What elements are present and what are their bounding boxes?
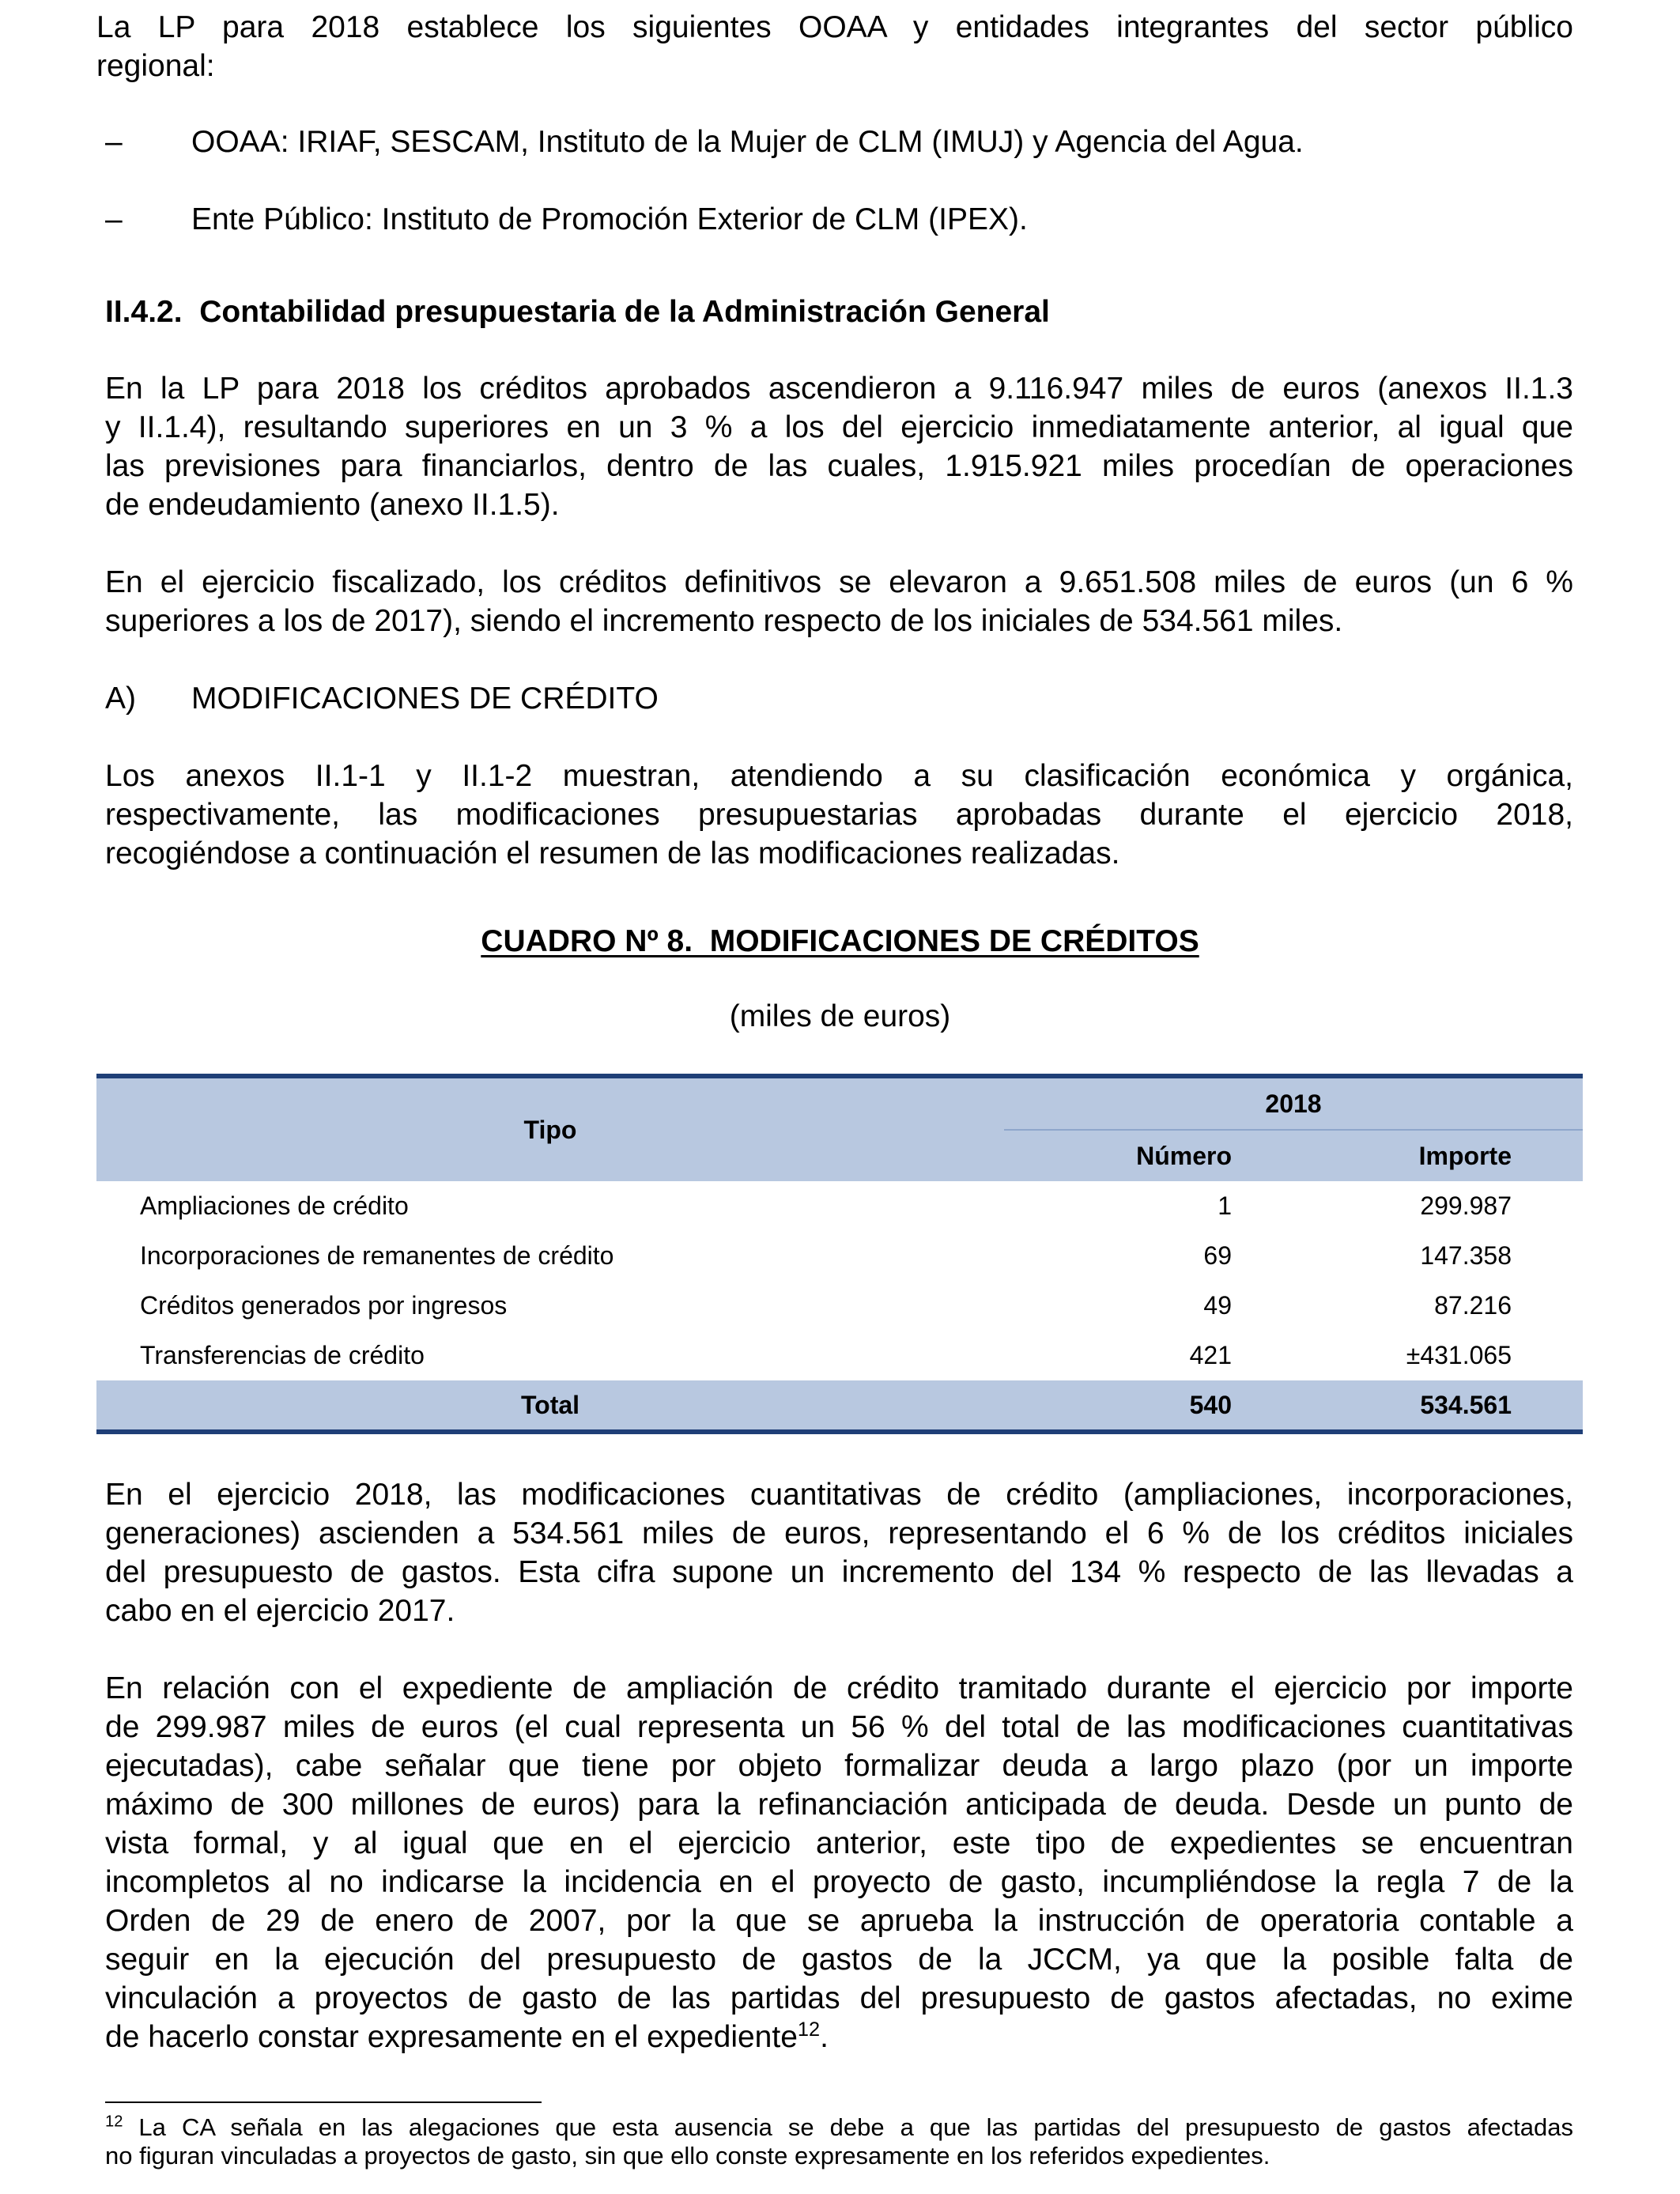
para3-line-3: recogiéndose a continuación el resumen de las modificaciones realizadas.	[105, 836, 1120, 870]
intro-line-1: La LP para 2018 establece los siguientes OOAA y entidades integrantes del sector público	[96, 10, 1573, 44]
section-heading: II.4.2. Contabilidad presupuestaria de la Administración General	[105, 295, 1050, 329]
para4-line-4: cabo en el ejercicio 2017.	[105, 1594, 455, 1628]
subsection-title: MODIFICACIONES DE CRÉDITO	[191, 682, 659, 716]
total-numero: 540	[1004, 1380, 1246, 1429]
footnote-line-1-text: La CA señala en las alegaciones que esta ausencia se debe a que las partidas del presupuesto de gastos afectadas	[123, 2113, 1573, 2141]
para5-line-4: máximo de 300 millones de euros) para la refinanciación anticipada de deuda. Desde un punto de	[105, 1788, 1573, 1822]
bullet-dash-1: –	[105, 125, 123, 159]
row-tipo: Incorporaciones de remanentes de crédito	[140, 1241, 614, 1270]
row-numero: 69	[1203, 1241, 1232, 1270]
para5-line-1: En relación con el expediente de ampliación de crédito tramitado durante el ejercicio por importe	[105, 1671, 1573, 1705]
row-tipo: Transferencias de crédito	[140, 1341, 425, 1369]
para4-line-2: generaciones) ascienden a 534.561 miles de euros, representando el 6 % de los créditos iniciales	[105, 1516, 1573, 1550]
para1-line-2: y II.1.4), resultando superiores en un 3 % a los del ejercicio inmediatamente anterior, al igual que	[105, 410, 1573, 444]
para1-line-4: de endeudamiento (anexo II.1.5).	[105, 488, 560, 522]
table-bottom-rule	[96, 1429, 1583, 1434]
table-subtitle: (miles de euros)	[729, 999, 951, 1033]
header-importe: Importe	[1246, 1130, 1583, 1181]
para1-line-1: En la LP para 2018 los créditos aprobados ascendieron a 9.116.947 miles de euros (anexos II.1.3	[105, 372, 1573, 406]
footnote-separator	[105, 2101, 542, 2103]
bullet-dash-2: –	[105, 202, 123, 236]
row-numero: 421	[1189, 1341, 1232, 1369]
table-row	[96, 1331, 1583, 1380]
table-row	[96, 1231, 1583, 1281]
para5-line-10	[105, 2018, 829, 2056]
para5-line-10-text: de hacerlo constar expresamente en el expediente	[105, 2020, 798, 2054]
footnote-line-1	[105, 2113, 1573, 2142]
para2-line-2: superiores a los de 2017), siendo el incremento respecto de los iniciales de 534.561 miles.	[105, 604, 1343, 638]
header-year: 2018	[1004, 1078, 1583, 1130]
header-tipo: Tipo	[96, 1078, 1004, 1181]
bullet-item-1: OOAA: IRIAF, SESCAM, Instituto de la Mujer de CLM (IMUJ) y Agencia del Agua.	[191, 125, 1304, 159]
para5-line-8: seguir en la ejecución del presupuesto de gastos de la JCCM, ya que la posible falta de	[105, 1943, 1573, 1977]
intro-line-2: regional:	[96, 49, 215, 83]
row-importe: 147.358	[1420, 1241, 1512, 1270]
para2-line-1: En el ejercicio fiscalizado, los créditos definitivos se elevaron a 9.651.508 miles de euros (un 6 %	[105, 565, 1573, 599]
bullet-item-2: Ente Público: Instituto de Promoción Exterior de CLM (IPEX).	[191, 202, 1028, 236]
para5-line-9: vinculación a proyectos de gasto de las partidas del presupuesto de gastos afectadas, no exime	[105, 1981, 1573, 2015]
table-title: CUADRO Nº 8. MODIFICACIONES DE CRÉDITOS	[481, 924, 1199, 958]
total-importe: 534.561	[1246, 1380, 1583, 1429]
footnote-reference[interactable]: 12	[797, 2018, 821, 2041]
para5-line-6: incompletos al no indicarse la incidencia en el proyecto de gasto, incumpliéndose la regla 7 de la	[105, 1865, 1573, 1899]
row-tipo: Ampliaciones de crédito	[140, 1191, 409, 1220]
row-numero: 1	[1218, 1191, 1232, 1220]
para5-line-3: ejecutadas), cabe señalar que tiene por objeto formalizar deuda a largo plazo (por un importe	[105, 1749, 1573, 1783]
para5-line-5: vista formal, y al igual que en el ejercicio anterior, este tipo de expedientes se encuentran	[105, 1826, 1573, 1860]
para4-line-1: En el ejercicio 2018, las modificaciones cuantitativas de crédito (ampliaciones, incorporaciones,	[105, 1478, 1573, 1512]
para3-line-1: Los anexos II.1-1 y II.1-2 muestran, atendiendo a su clasificación económica y orgánica,	[105, 759, 1573, 793]
para3-line-2: respectivamente, las modificaciones presupuestarias aprobadas durante el ejercicio 2018,	[105, 798, 1573, 832]
modifications-table	[96, 1074, 1583, 1434]
para5-end: .	[820, 2020, 829, 2054]
footnote	[105, 2113, 1573, 2170]
para5-line-2: de 299.987 miles de euros (el cual representa un 56 % del total de las modificaciones cuantitativas	[105, 1710, 1573, 1744]
footnote-number: 12	[105, 2113, 123, 2131]
para5-line-7: Orden de 29 de enero de 2007, por la que se aprueba la instrucción de operatoria contable a	[105, 1904, 1573, 1938]
row-importe: ±431.065	[1406, 1341, 1512, 1369]
row-importe: 299.987	[1420, 1191, 1512, 1220]
table-row	[96, 1181, 1583, 1231]
para4-line-3: del presupuesto de gastos. Esta cifra supone un incremento del 134 % respecto de las llevadas a	[105, 1555, 1573, 1589]
table-total-row	[96, 1380, 1583, 1429]
row-importe: 87.216	[1434, 1291, 1512, 1320]
table-row	[96, 1281, 1583, 1331]
header-numero: Número	[1004, 1130, 1246, 1181]
row-tipo: Créditos generados por ingresos	[140, 1291, 508, 1320]
total-tipo: Total	[96, 1380, 1004, 1429]
footnote-line-2: no figuran vinculadas a proyectos de gasto, sin que ello conste expresamente en los referidos expedientes.	[105, 2142, 1270, 2169]
row-numero: 49	[1203, 1291, 1232, 1320]
subsection-letter: A)	[105, 682, 136, 716]
para1-line-3: las previsiones para financiarlos, dentro de las cuales, 1.915.921 miles procedían de operaciones	[105, 449, 1573, 483]
